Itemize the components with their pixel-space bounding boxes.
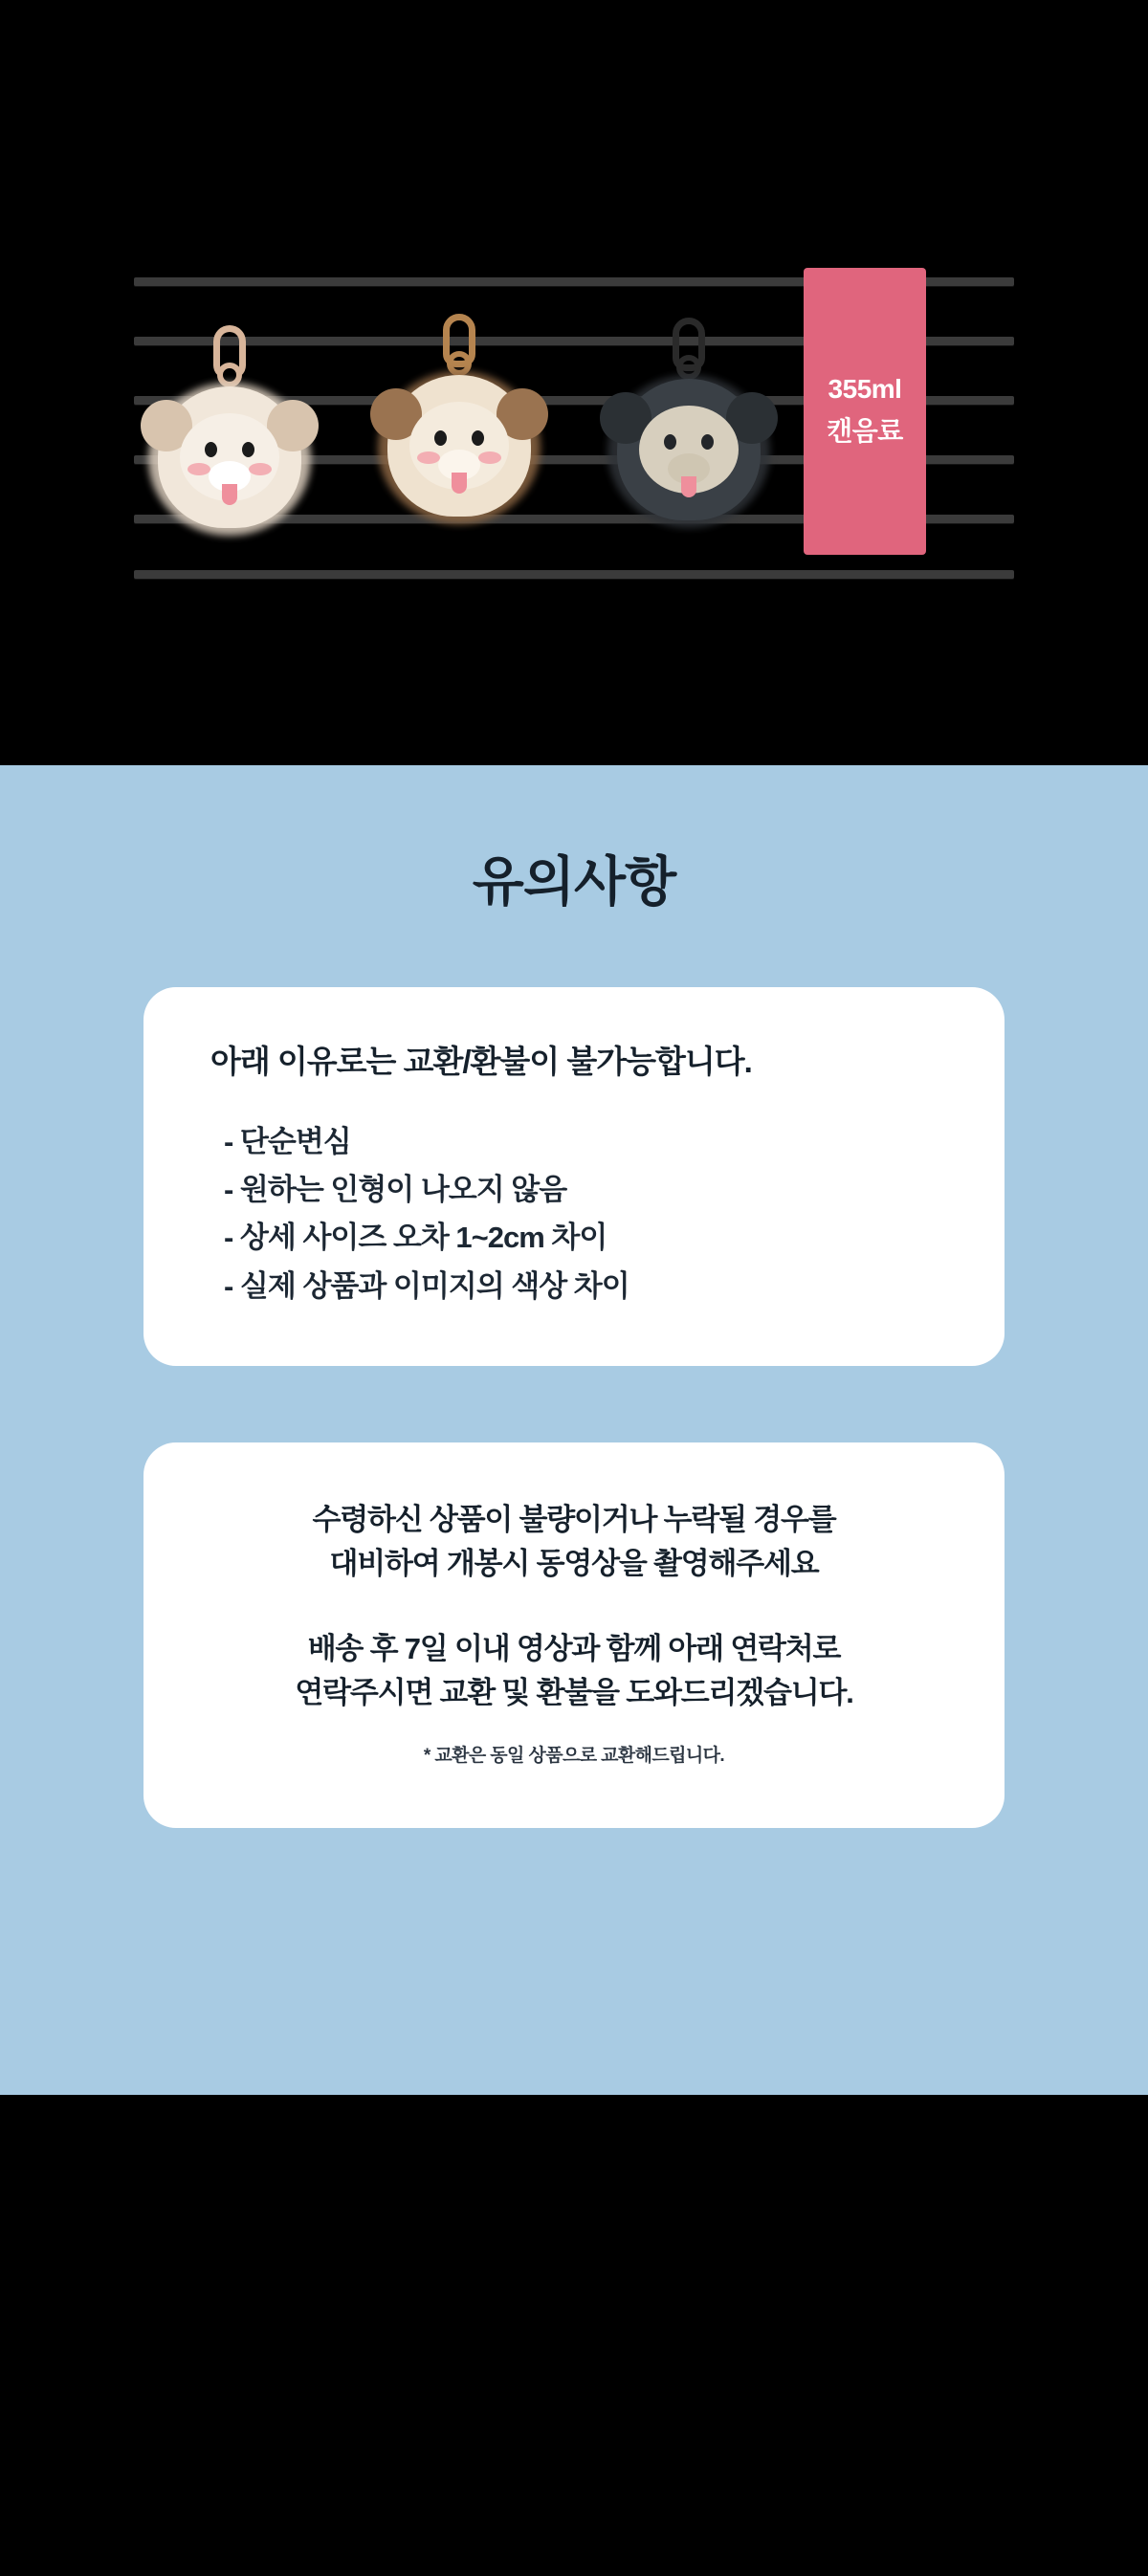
- contact-instruction-line1: 배송 후 7일 이내 영상과 함께 아래 연락처로: [307, 1631, 841, 1665]
- plush-eye: [701, 434, 714, 450]
- product-photo-band: [0, 0, 1148, 765]
- non-refundable-lead: 아래 이유로는 교환/환불이 불가능합니다.: [210, 1044, 752, 1079]
- notice-title: 유의사항: [472, 851, 676, 912]
- unboxing-instruction-line1: 수령하신 상품이 불량이거나 누락될 경우를: [312, 1502, 836, 1536]
- bottom-spacer-band: [0, 2095, 1148, 2576]
- list-item: - 단순변심: [224, 1125, 351, 1158]
- unboxing-video-guide-card: [144, 1442, 1004, 1828]
- plush-eye: [472, 430, 484, 446]
- plush-blush: [478, 451, 501, 464]
- plush-blush: [417, 451, 440, 464]
- list-item: - 실제 상품과 이미지의 색상 차이: [224, 1268, 629, 1303]
- unboxing-instruction-line2: 대비하여 개봉시 동영상을 촬영해주세요: [329, 1547, 819, 1581]
- non-refundable-reasons-card: [144, 987, 1004, 1366]
- contact-instruction-line2: 연락주시면 교환 및 환불을 도와드리겠습니다.: [295, 1676, 853, 1710]
- cream-hamster-keyring: [153, 325, 306, 545]
- notice-section: [0, 765, 1148, 2095]
- plush-body: [387, 375, 531, 517]
- plush-eye: [205, 442, 217, 457]
- size-reference-can: [804, 268, 926, 555]
- plush-eye: [664, 434, 676, 450]
- brown-monkey-keyring: [383, 314, 536, 534]
- plush-eye: [434, 430, 447, 446]
- can-type-label: 캔음료: [827, 416, 903, 446]
- keyring-clip-icon: [443, 314, 475, 367]
- keyring-clip-icon: [673, 318, 705, 371]
- plush-tongue: [452, 473, 467, 494]
- non-refundable-reason-list: [210, 1118, 938, 1310]
- plush-tongue: [681, 476, 696, 497]
- product-photo-stage: [134, 268, 1014, 583]
- can-volume-label: 355ml: [828, 374, 902, 404]
- list-item: - 원하는 인형이 나오지 않음: [224, 1173, 567, 1207]
- plush-blush: [188, 463, 210, 475]
- plush-body: [158, 386, 301, 528]
- plush-body: [617, 379, 761, 520]
- unboxing-instruction: [191, 1498, 957, 1587]
- plush-tongue: [222, 484, 237, 505]
- plush-face: [409, 402, 509, 490]
- keyring-clip-icon: [213, 325, 246, 379]
- shelf-slat: [134, 570, 1014, 579]
- contact-instruction: [191, 1627, 957, 1716]
- dark-gorilla-keyring: [612, 318, 765, 538]
- plush-blush: [249, 463, 272, 475]
- list-item: - 상세 사이즈 오차 1~2cm 차이: [224, 1221, 607, 1255]
- plush-eye: [242, 442, 254, 457]
- plush-face: [639, 406, 739, 494]
- plush-face: [180, 413, 279, 501]
- exchange-fineprint: * 교환은 동일 상품으로 교환해드립니다.: [423, 1745, 725, 1766]
